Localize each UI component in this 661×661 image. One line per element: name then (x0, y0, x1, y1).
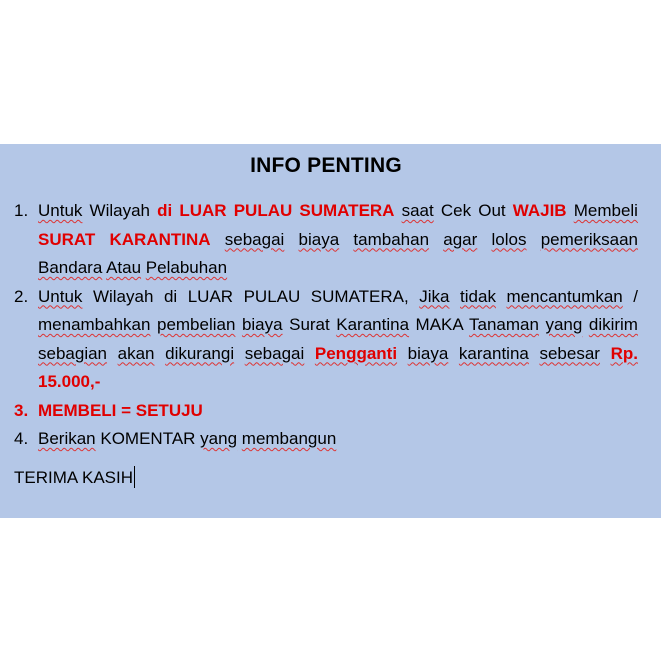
text-segment: dikurangi (165, 343, 235, 363)
text-segment: biaya (407, 343, 449, 363)
text-segment (155, 344, 166, 363)
text-segment (600, 344, 611, 363)
text-segment: yang (545, 315, 583, 334)
text-segment: sebagian (38, 343, 108, 363)
text-segment: KOMENTAR (95, 429, 201, 448)
text-segment: sebagai (244, 343, 305, 363)
text-segment (284, 230, 298, 249)
text-segment (450, 287, 461, 306)
text-segment: Rp. (610, 343, 638, 363)
list-item-4 (14, 425, 638, 454)
list-item-text (38, 397, 638, 426)
text-segment: akan (117, 343, 155, 363)
text-segment: pemeriksaan (540, 229, 639, 249)
list-item-1 (14, 197, 638, 283)
text-segment (211, 230, 225, 249)
text-segment: Berikan (38, 429, 96, 448)
text-segment (526, 230, 540, 249)
text-segment: Membeli (573, 201, 638, 220)
text-segment: saat (401, 201, 434, 220)
text-segment: dikirim (588, 315, 638, 334)
text-segment: MEMBELI = SETUJU (38, 400, 203, 420)
text-segment: Karantina (336, 315, 410, 334)
text-segment (397, 344, 408, 363)
text-segment: menambahkan (38, 315, 151, 334)
text-segment (567, 201, 574, 220)
text-segment (477, 230, 491, 249)
text-segment: sebesar (539, 343, 600, 363)
text-segment: MAKA (409, 315, 470, 334)
list-number: 4. (14, 429, 29, 448)
text-segment: biaya (241, 315, 283, 334)
text-segment: tambahan (353, 229, 430, 249)
text-segment (496, 287, 507, 306)
text-segment (529, 344, 540, 363)
text-segment: WAJIB (512, 201, 567, 220)
text-segment: SURAT KARANTINA (38, 229, 211, 249)
text-segment: Surat (282, 315, 337, 334)
list-item-text (38, 283, 638, 397)
text-segment: agar (443, 229, 478, 249)
panel-title: INFO PENTING (250, 154, 402, 177)
text-segment: Untuk (38, 286, 83, 306)
text-segment: Atau (106, 258, 142, 277)
text-segment: Cek Out (433, 201, 513, 220)
list-item-text (38, 197, 638, 283)
list-item-2 (14, 283, 638, 397)
text-segment (107, 344, 118, 363)
text-segment (339, 230, 353, 249)
text-segment: / (622, 286, 639, 306)
text-segment: Wilayah di LUAR PULAU SUMATERA, (82, 286, 420, 306)
info-list (14, 197, 638, 454)
text-segment: pembelian (156, 315, 236, 334)
text-segment: karantina (458, 343, 529, 363)
closing-line[interactable] (14, 466, 135, 488)
text-segment: Wilayah (82, 201, 158, 220)
text-segment (394, 201, 401, 220)
text-segment (448, 344, 459, 363)
info-panel (0, 144, 661, 518)
closing-text: TERIMA KASIH (14, 468, 134, 487)
list-number: 3. (14, 400, 29, 420)
text-segment: Untuk (38, 201, 83, 220)
text-segment: di LUAR PULAU SUMATERA (157, 201, 395, 220)
text-segment (304, 344, 315, 363)
text-segment: Tanaman (469, 315, 539, 334)
list-item-text (38, 425, 638, 454)
list-item-3 (14, 397, 638, 426)
list-number: 1. (14, 201, 29, 220)
text-segment: Pelabuhan (145, 258, 228, 277)
text-segment: sebagai (224, 229, 285, 249)
text-segment (429, 230, 443, 249)
text-segment: membangun (241, 429, 337, 448)
text-segment: Bandara (38, 258, 103, 277)
text-segment: 15.000,- (38, 372, 101, 391)
text-segment: mencantumkan (506, 286, 623, 306)
list-number: 2. (14, 286, 29, 306)
text-segment (234, 344, 245, 363)
text-segment: lolos (491, 229, 527, 249)
text-segment: tidak (460, 286, 496, 306)
text-segment: Jika (419, 286, 450, 306)
text-segment: biaya (298, 229, 340, 249)
text-segment: Pengganti (314, 343, 398, 363)
text-cursor (134, 466, 135, 488)
text-segment: yang (200, 429, 238, 448)
